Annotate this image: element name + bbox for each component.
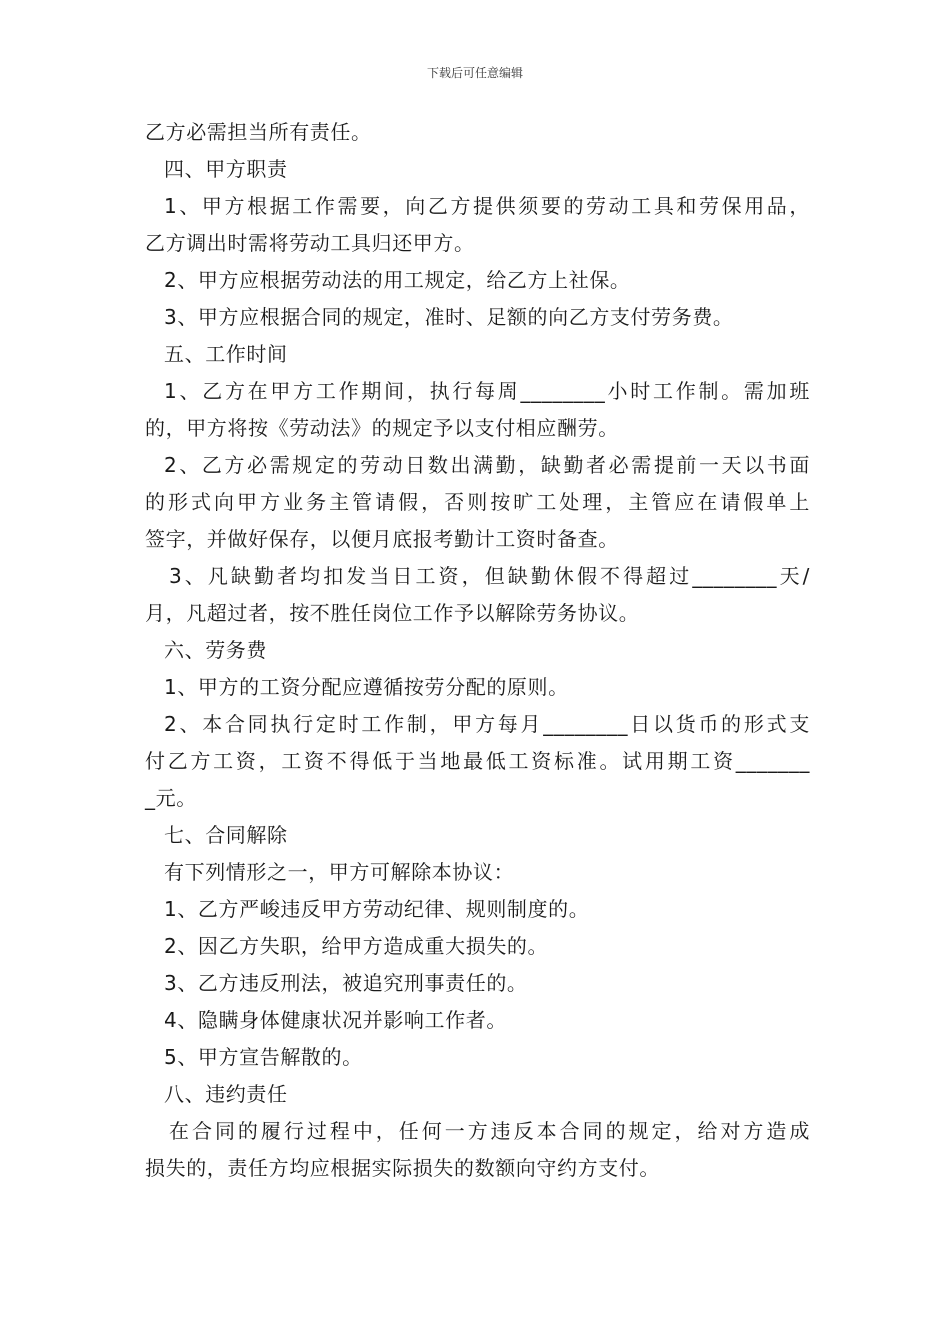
list-item: 1、乙方严峻违反甲方劳动纪律、规则制度的。 <box>164 897 590 921</box>
section-heading-4: 四、甲方职责 <box>164 157 288 181</box>
contract-body <box>145 114 810 1187</box>
section-heading-8: 八、违约责任 <box>164 1082 288 1106</box>
list-item: 3、乙方违反刑法，被追究刑事责任的。 <box>164 971 528 995</box>
paragraph-line: 有下列情形之一，甲方可解除本协议： <box>164 860 515 884</box>
paragraph-line: 乙方调出时需将劳动工具归还甲方。 <box>145 231 475 255</box>
paragraph-line: 在合同的履行过程中，任何一方违反本合同的规定，给对方造成 <box>169 1119 810 1143</box>
paragraph-line: 3、甲方应根据合同的规定，准时、足额的向乙方支付劳务费。 <box>164 305 734 329</box>
paragraph-line: 乙方必需担当所有责任。 <box>145 120 372 144</box>
paragraph-line: 1、甲方根据工作需要，向乙方提供须要的劳动工具和劳保用品， <box>164 194 810 218</box>
paragraph-line: 2、本合同执行定时工作制，甲方每月________日以货币的形式支 <box>164 712 810 736</box>
paragraph-line: 的，甲方将按《劳动法》的规定予以支付相应酬劳。 <box>145 416 619 440</box>
paragraph-line: 2、甲方应根据劳动法的用工规定，给乙方上社保。 <box>164 268 631 292</box>
paragraph-line: _元。 <box>145 786 197 810</box>
paragraph-line: 损失的，责任方均应根据实际损失的数额向守约方支付。 <box>145 1156 660 1180</box>
section-heading-6: 六、劳务费 <box>164 638 267 662</box>
list-item: 2、因乙方失职，给甲方造成重大损失的。 <box>164 934 549 958</box>
list-item: 5、甲方宣告解散的。 <box>164 1045 363 1069</box>
paragraph-line: 签字，并做好保存，以便月底报考勤计工资时备查。 <box>145 527 619 551</box>
section-heading-7: 七、合同解除 <box>164 823 288 847</box>
paragraph-line: 月，凡超过者，按不胜任岗位工作予以解除劳务协议。 <box>145 601 640 625</box>
paragraph-line: 付乙方工资，工资不得低于当地最低工资标准。试用期工资_______ <box>145 749 810 773</box>
paragraph-line: 3、凡缺勤者均扣发当日工资，但缺勤休假不得超过________天/ <box>169 564 810 588</box>
header-note: 下载后可任意编辑 <box>426 66 523 80</box>
paragraph-line: 1、乙方在甲方工作期间，执行每周________小时工作制。需加班 <box>164 379 810 403</box>
section-heading-5: 五、工作时间 <box>164 342 288 366</box>
paragraph-line: 1、甲方的工资分配应遵循按劳分配的原则。 <box>164 675 569 699</box>
paragraph-line: 2、乙方必需规定的劳动日数出满勤，缺勤者必需提前一天以书面 <box>164 453 810 477</box>
list-item: 4、隐瞒身体健康状况并影响工作者。 <box>164 1008 507 1032</box>
paragraph-line: 的形式向甲方业务主管请假，否则按旷工处理，主管应在请假单上 <box>145 490 810 514</box>
